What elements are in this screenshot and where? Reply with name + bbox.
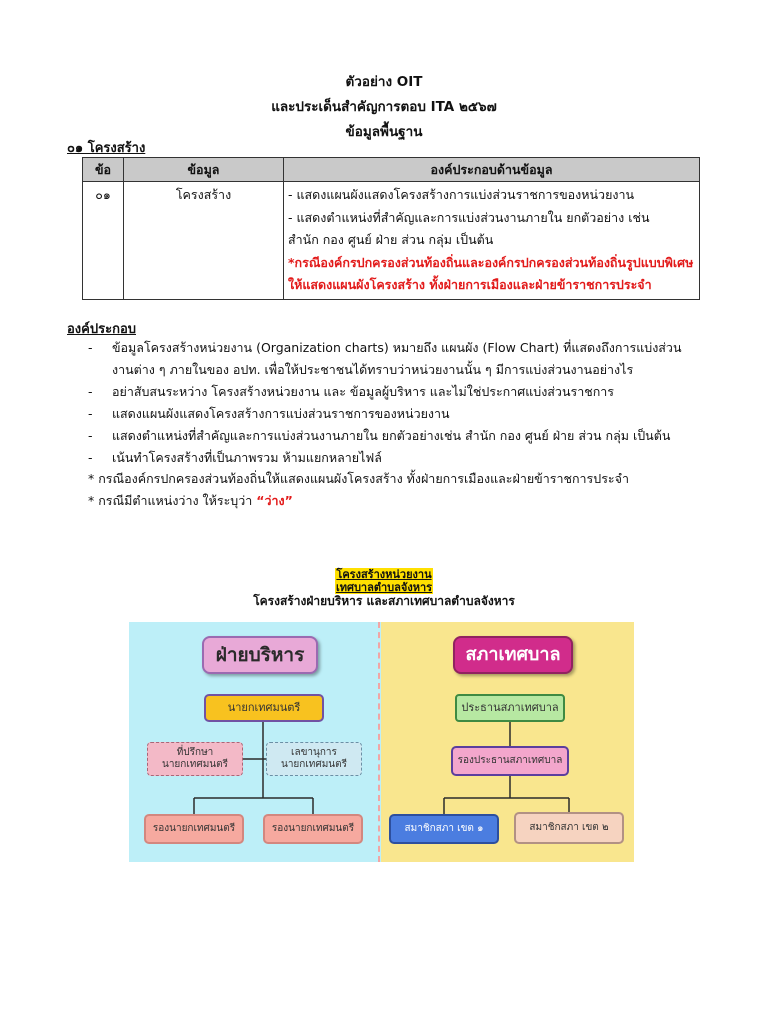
note-local-government: * กรณีองค์กรปกครองส่วนท้องถิ่นให้แสดงแผนผังโครงสร้าง ทั้งฝ่ายการเมืองและฝ่ายข้าราชการประจำ [88, 471, 629, 486]
table-row [83, 182, 700, 300]
title-line-3: ข้อมูลพื้นฐาน [345, 124, 423, 140]
table-header-info: ข้อมูล [124, 158, 284, 182]
component-line: - แสดงแผนผังแสดงโครงสร้างการแบ่งส่วนราชการของหน่วยงาน [288, 187, 635, 202]
mayor-box: นายกเทศมนตรี [204, 694, 324, 722]
title-line-1: ตัวอย่าง OIT [345, 74, 423, 90]
list-item: - ข้อมูลโครงสร้างหน่วยงาน (Organization charts) หมายถึง แผนผัง (Flow Chart) ที่แสดงถึงการแบ่งส่วนงานต่าง ๆ ภายในของ อปท. เพื่อให้ประชาชนได้ทราบว่าหน่วยงานนั้น ๆ มีการแบ่งส่วนงานอย่างไร [88, 340, 682, 377]
table-header-components: องค์ประกอบด้านข้อมูล [284, 158, 700, 182]
advisor-box: ที่ปรึกษา นายกเทศมนตรี [147, 742, 243, 776]
section-structure-heading: ๐๑ โครงสร้าง [67, 141, 146, 156]
row-components [284, 182, 700, 300]
org-chart-image [129, 622, 634, 862]
deputy-mayor-box-1: รองนายกเทศมนตรี [144, 814, 244, 844]
local-government-note: *กรณีองค์กรปกครองส่วนท้องถิ่นและองค์กรปกครองส่วนท้องถิ่นรูปแบบพิเศษ ให้แสดงแผนผังโครงสร้าง ทั้งฝ่ายการเมืองและฝ่ายข้าราชการประจำ [288, 254, 694, 292]
note-vacant-position: * กรณีมีตำแหน่งว่าง ให้ระบุว่า “ว่าง” [88, 493, 293, 508]
council-chair-box: ประธานสภาเทศบาล [455, 694, 565, 722]
list-item: - อย่าสับสนระหว่าง โครงสร้างหน่วยงาน และ ข้อมูลผู้บริหาร และไม่ใช่ประกาศแบ่งส่วนราชการ [88, 383, 615, 399]
list-item: - แสดงตำแหน่งที่สำคัญและการแบ่งส่วนงานภายใน ยกตัวอย่างเช่น สำนัก กอง ศูนย์ ฝ่าย ส่วน กลุ่ม เป็นต้น [88, 427, 671, 443]
council-member-box-2: สมาชิกสภา เขต ๒ [514, 812, 624, 844]
row-number: ๐๑ [83, 182, 124, 300]
row-name: โครงสร้าง [124, 182, 284, 300]
section-components-heading: องค์ประกอบ [67, 322, 136, 337]
secretary-box: เลขานุการ นายกเทศมนตรี [266, 742, 362, 776]
components-list [88, 337, 688, 469]
council-vice-chair-box: รองประธานสภาเทศบาล [451, 746, 569, 776]
council-member-box-1: สมาชิกสภา เขต ๑ [389, 814, 499, 844]
deputy-mayor-box-2: รองนายกเทศมนตรี [263, 814, 363, 844]
caption-subtitle: โครงสร้างฝ่ายบริหาร และสภาเทศบาลตำบลจังหาร [253, 594, 515, 608]
component-line: - แสดงตำแหน่งที่สำคัญและการแบ่งส่วนงานภายใน ยกตัวอย่าง เช่น [288, 209, 650, 225]
executive-title-box: ฝ่ายบริหาร [202, 636, 318, 674]
structure-table [82, 157, 700, 300]
caption-structure: โครงสร้างหน่วยงาน [336, 568, 432, 581]
component-line: สำนัก กอง ศูนย์ ฝ่าย ส่วน กลุ่ม เป็นต้น [288, 232, 494, 247]
document-title [0, 70, 768, 145]
table-header-no: ข้อ [83, 158, 124, 182]
org-chart-caption [0, 568, 768, 609]
caption-municipality: เทศบาลตำบลจังหาร [335, 581, 433, 594]
list-item: - แสดงแผนผังแสดงโครงสร้างการแบ่งส่วนราชการของหน่วยงาน [88, 405, 450, 421]
vacant-label: “ว่าง” [256, 493, 293, 508]
list-item: - เน้นทำโครงสร้างที่เป็นภาพรวม ห้ามแยกหลายไฟล์ [88, 449, 382, 465]
title-line-2: และประเด็นสำคัญการตอบ ITA ๒๕๖๗ [271, 99, 497, 115]
council-title-box: สภาเทศบาล [453, 636, 573, 674]
